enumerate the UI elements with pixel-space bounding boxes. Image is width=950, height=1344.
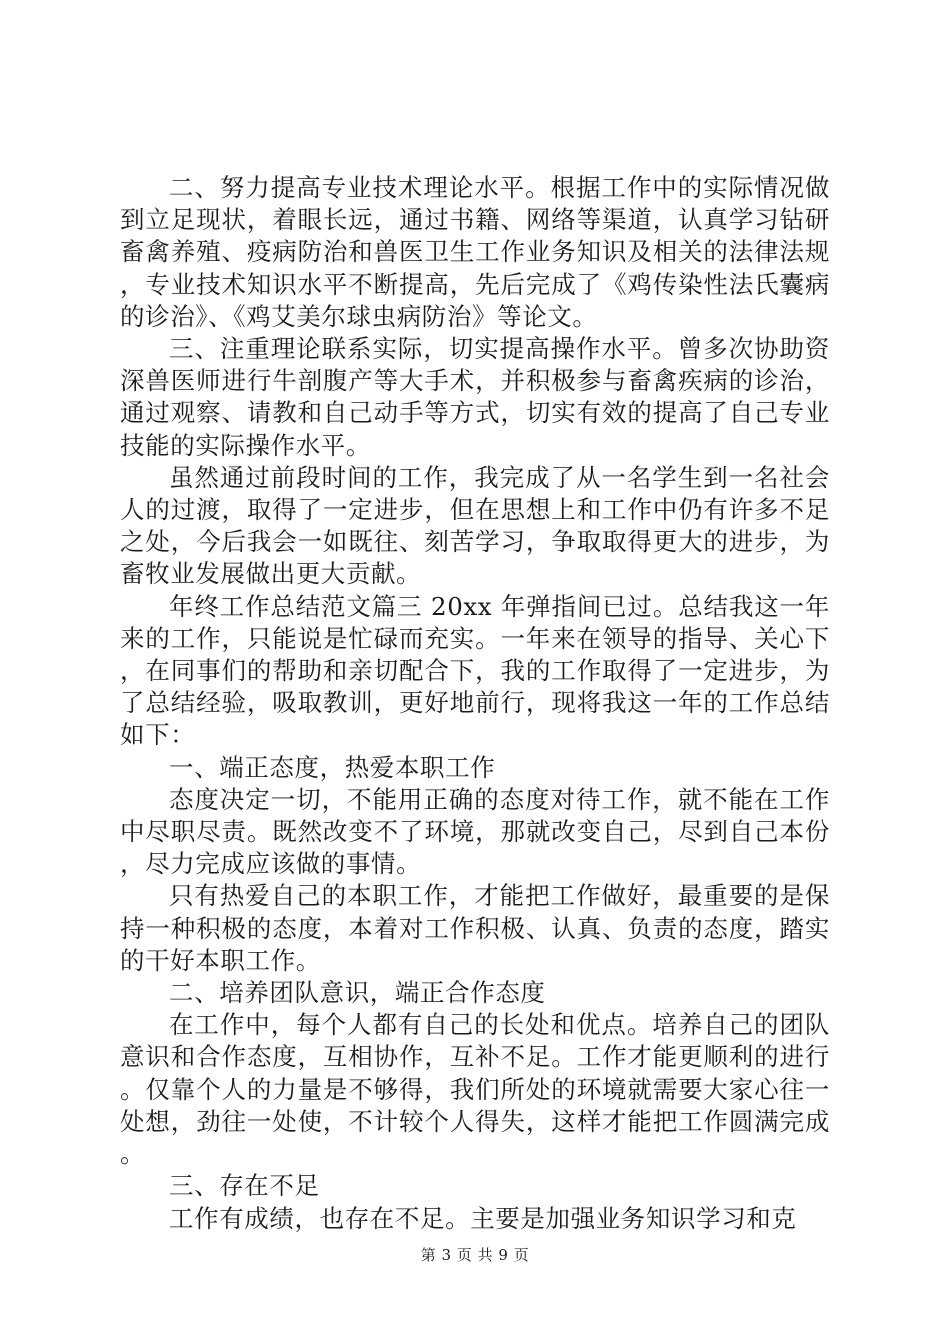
- section-heading-teamwork: 二、培养团队意识，端正合作态度: [169, 978, 546, 1008]
- paragraph-year-end-intro: 年终工作总结范文篇三 20xx 年弹指间已过。总结我这一年来的工作，只能说是忙碌而充实。一年来在领导的指导、关心下，在同事们的帮助和亲切配合下，我的工作取得了一定进步，为了总结经验，吸取教训，更好地前行，现将我这一年的工作总结如下：: [120, 591, 830, 750]
- paragraph-progress: 虽然通过前段时间的工作，我完成了从一名学生到一名社会人的过渡，取得了一定进步，但在思想上和工作中仍有许多不足之处，今后我会一如既往、刻苦学习，争取取得更大的进步，为畜牧业发展做出更大贡献。: [120, 462, 830, 589]
- paragraph-shortcomings: 工作有成绩，也存在不足。主要是加强业务知识学习和克: [169, 1203, 797, 1233]
- page-number-footer: 第 3 页 共 9 页: [420, 1246, 530, 1264]
- document-body: [120, 172, 830, 1235]
- paragraph-teamwork: 在工作中，每个人都有自己的长处和优点。培养自己的团队意识和合作态度，互相协作，互补不足。工作才能更顺利的进行。仅靠个人的力量是不够得，我们所处的环境就需要大家心往一处想，劲往一处使，不计较个人得失，这样才能把工作圆满完成。: [120, 1010, 830, 1169]
- paragraph-love-work: 只有热爱自己的本职工作，才能把工作做好，最重要的是保持一种积极的态度，本着对工作积极、认真、负责的态度，踏实的干好本职工作。: [120, 881, 830, 975]
- paragraph-attitude: 态度决定一切，不能用正确的态度对待工作，就不能在工作中尽职尽责。既然改变不了环境，那就改变自己，尽到自己本份，尽力完成应该做的事情。: [120, 784, 830, 879]
- paragraph-professional-theory: 二、努力提高专业技术理论水平。根据工作中的实际情况做到立足现状，着眼长远，通过书籍、网络等渠道，认真学习钻研畜禽养殖、疫病防治和兽医卫生工作业务知识及相关的法律法规，专业技术知识水平不断提高，先后完成了《鸡传染性法氏囊病的诊治》、《鸡艾美尔球虫病防治》等论文。: [120, 173, 830, 331]
- section-heading-attitude: 一、端正态度，热爱本职工作: [169, 752, 496, 782]
- paragraph-practice: 三、注重理论联系实际，切实提高操作水平。曾多次协助资深兽医师进行牛剖腹产等大手术，并积极参与畜禽疾病的诊治，通过观察、请教和自己动手等方式，切实有效的提高了自己专业技能的实际操作水平。: [120, 334, 830, 460]
- section-heading-shortcomings: 三、存在不足: [169, 1171, 320, 1201]
